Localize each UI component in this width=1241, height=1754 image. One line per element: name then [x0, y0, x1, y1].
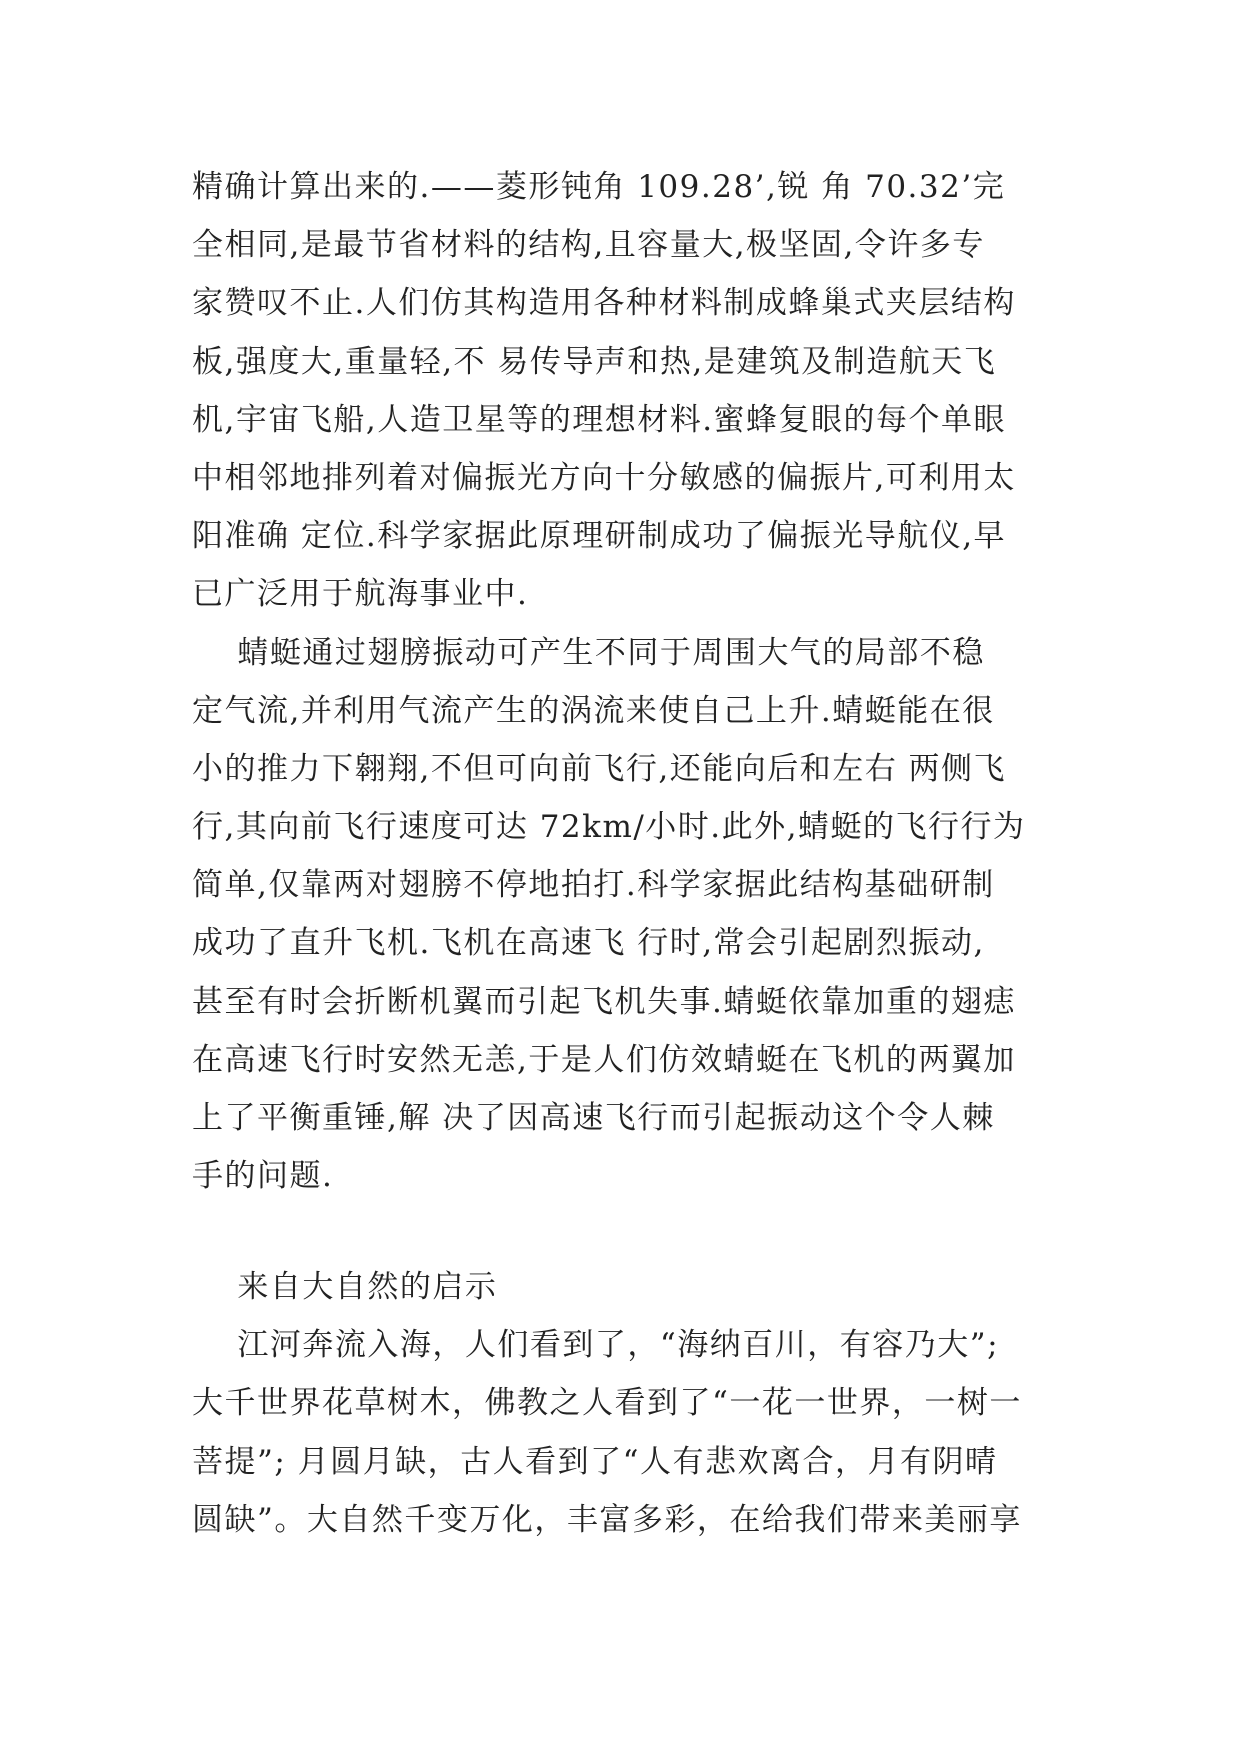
- text-line: 阳准确 定位.科学家据此原理研制成功了偏振光导航仪,早: [192, 518, 1007, 555]
- text-line: 板,强度大,重量轻,不 易传导声和热,是建筑及制造航天飞: [192, 343, 997, 380]
- text-line: 定气流,并利用气流产生的涡流来使自己上升.蜻蜓能在很: [192, 692, 995, 729]
- text-line: 蜻蜓通过翅膀振动可产生不同于周围大气的局部不稳: [192, 634, 985, 671]
- text-line: 甚至有时会折断机翼而引起飞机失事.蜻蜓依靠加重的翅痣: [192, 983, 1016, 1020]
- text-line: 全相同,是最节省材料的结构,且容量大,极坚固,令许多专: [192, 227, 985, 264]
- text-line: 成功了直升飞机.飞机在高速飞 行时,常会引起剧烈振动,: [192, 925, 985, 962]
- text-line: 圆缺”。大自然千变万化，丰富多彩，在给我们带来美丽享: [192, 1501, 1022, 1538]
- body-text-lower: [192, 1258, 1072, 1549]
- text-line: 江河奔流入海，人们看到了，“海纳百川，有容乃大”;: [192, 1327, 1000, 1364]
- text-line: 简单,仅靠两对翅膀不停地拍打.科学家据此结构基础研制: [192, 867, 995, 904]
- text-line: 上了平衡重锤,解 决了因高速飞行而引起振动这个令人棘: [192, 1100, 995, 1136]
- body-text-upper: [192, 158, 1072, 1205]
- text-line: 中相邻地排列着对偏振光方向十分敏感的偏振片,可利用太: [192, 459, 1016, 496]
- text-line: 精确计算出来的.——菱形钝角 109.28’,锐 角 70.32’完: [192, 169, 1006, 205]
- text-line: 手的问题.: [192, 1158, 334, 1195]
- text-line: 小的推力下翱翔,不但可向前飞行,还能向后和左右 两侧飞: [192, 750, 1007, 787]
- text-line: 机,宇宙飞船,人造卫星等的理想材料.蜜蜂复眼的每个单眼: [192, 401, 1007, 438]
- text-line: 已广泛用于航海事业中.: [192, 576, 529, 613]
- text-line: 家赞叹不止.人们仿其构造用各种材料制成蜂巢式夹层结构: [192, 285, 1016, 322]
- text-line: 在高速飞行时安然无恙,于是人们仿效蜻蜓在飞机的两翼加: [192, 1041, 1016, 1078]
- text-line: 大千世界花草树木，佛教之人看到了“一花一世界，一树一: [192, 1385, 1022, 1422]
- text-line: 行,其向前飞行速度可达 72km/小时.此外,蜻蜓的飞行行为: [192, 809, 1026, 846]
- section-title: 来自大自然的启示: [192, 1269, 498, 1305]
- text-line: 菩提”; 月圆月缺，古人看到了“人有悲欢离合，月有阴晴: [192, 1443, 998, 1480]
